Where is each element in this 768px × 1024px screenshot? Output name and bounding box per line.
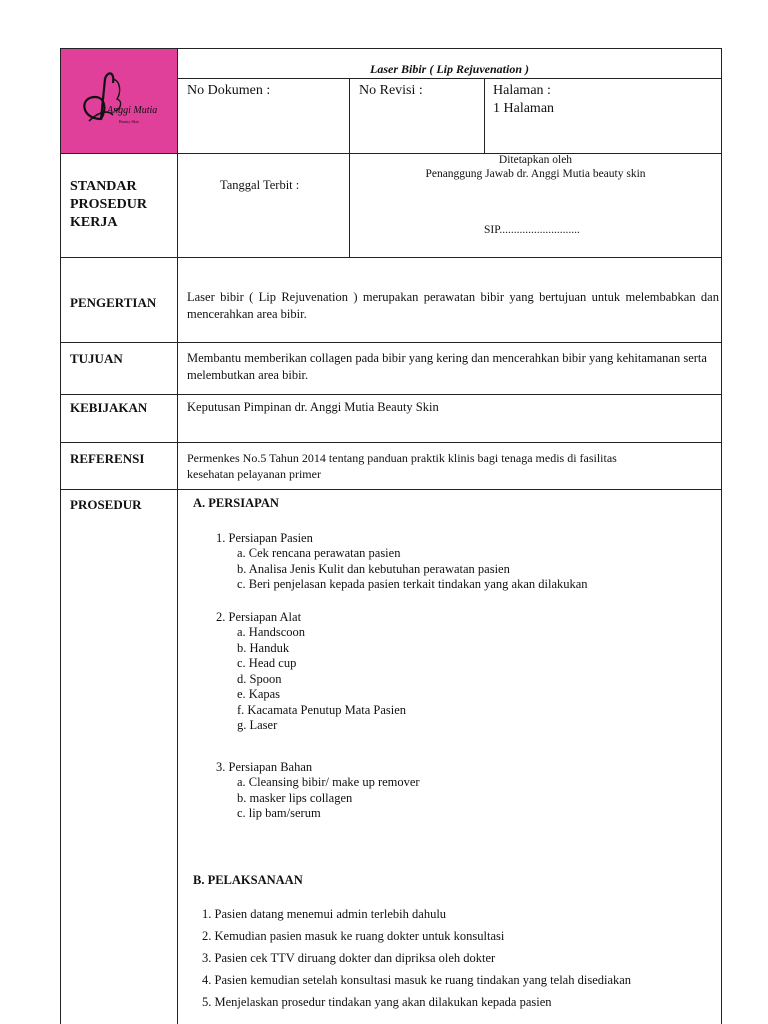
pengertian-text: Laser bibir ( Lip Rejuvenation ) merupakan perawatan bibir yang bertujuan untuk melembabkan dan mencerahkan area bibir.	[187, 290, 719, 321]
persiapan-heading: A. PERSIAPAN	[193, 496, 279, 510]
referensi-row-bottom-line	[60, 489, 722, 490]
table-border-left	[60, 48, 61, 1024]
table-column-divider	[177, 48, 178, 1024]
persiapan-bahan-title: 3. Persiapan Bahan	[216, 760, 313, 774]
list-item: 1. Pasien datang menemui admin terlebih dahulu	[202, 907, 447, 921]
table-border-right	[721, 48, 722, 1024]
kebijakan-label: KEBIJAKAN	[70, 400, 148, 415]
title-row-divider	[177, 78, 722, 79]
list-item: c. Head cup	[237, 656, 297, 670]
pengertian-label: PENGERTIAN	[70, 295, 157, 310]
list-item: 5. Menjelaskan prosedur tindakan yang akan dilakukan kepada pasien	[202, 995, 552, 1009]
list-item: 2. Kemudian pasien masuk ke ruang dokter untuk konsultasi	[202, 929, 505, 943]
tujuan-label: TUJUAN	[70, 351, 123, 366]
list-item: c. Beri penjelasan kepada pasien terkait tindakan yang akan dilakukan	[237, 577, 588, 591]
pengertian-row-bottom-line	[60, 342, 722, 343]
pelaksanaan-heading: B. PELAKSANAAN	[193, 873, 303, 887]
no-dokumen-label: No Dokumen :	[187, 83, 271, 98]
persiapan-bahan-list	[237, 775, 420, 822]
ditetapkan-oleh-text: Ditetapkan oleh	[498, 154, 573, 166]
referensi-line1: Permenkes No.5 Tahun 2014 tentang panduan praktik klinis bagi tenaga medis di fasilitas	[187, 451, 617, 465]
list-item: 4. Pasien kemudian setelah konsultasi masuk ke ruang tindakan yang telah disediakan	[202, 973, 632, 987]
sop-label-line2: PROSEDUR	[70, 197, 148, 212]
persiapan-pasien-title: 1. Persiapan Pasien	[216, 531, 313, 545]
referensi-line2: kesehatan pelayanan primer	[187, 467, 321, 481]
list-item: 3. Pasien cek TTV diruang dokter dan dipriksa oleh dokter	[202, 951, 496, 965]
sip-text: SIP............................	[484, 224, 580, 236]
list-item: d. Spoon	[237, 671, 282, 686]
halaman-label: Halaman :	[493, 83, 551, 98]
kebijakan-text: Keputusan Pimpinan dr. Anggi Mutia Beauty Skin	[187, 400, 439, 414]
tujuan-text: Membantu memberikan collagen pada bibir yang kering dan mencerahkan bibir yang kehitamanan serta melembutkan area bibir.	[187, 351, 707, 382]
penanggung-jawab-text: Penanggung Jawab dr. Anggi Mutia beauty skin	[425, 168, 646, 180]
sop-label-line3: KERJA	[70, 215, 118, 230]
revisi-halaman-divider	[484, 78, 485, 153]
halaman-value: 1 Halaman	[493, 101, 555, 116]
persiapan-alat-list	[237, 625, 406, 734]
list-item: a. Cleansing bibir/ make up remover	[237, 775, 420, 789]
logo-tagline-text: Beauty Skin	[119, 119, 139, 124]
list-item: a. Cek rencana perawatan pasien	[237, 546, 401, 560]
no-revisi-label: No Revisi :	[359, 83, 423, 98]
logo-brand-text: Anggi Mutia	[107, 105, 158, 116]
list-item: g. Laser	[237, 718, 278, 732]
list-item: b. masker lips collagen	[237, 790, 353, 805]
logo-mark-icon	[61, 49, 177, 153]
persiapan-pasien-list	[237, 546, 588, 593]
pelaksanaan-list	[202, 903, 631, 1013]
list-item: b. Analisa Jenis Kulit dan kebutuhan perawatan pasien	[237, 561, 510, 576]
list-item: f. Kacamata Penutup Mata Pasien	[237, 702, 407, 717]
list-item: b. Handuk	[237, 640, 290, 655]
document-title: Laser Bibir ( Lip Rejuvenation )	[370, 62, 529, 76]
tujuan-row-bottom-line	[60, 394, 722, 395]
list-item: e. Kapas	[237, 687, 281, 701]
sop-label-line1: STANDAR	[70, 179, 137, 194]
persiapan-alat-title: 2. Persiapan Alat	[216, 610, 302, 624]
sop-row-bottom-line	[60, 257, 722, 258]
prosedur-label: PROSEDUR	[70, 497, 142, 512]
clinic-logo	[61, 49, 177, 153]
tanggal-terbit-label: Tanggal Terbit :	[220, 178, 300, 192]
list-item: a. Handscoon	[237, 625, 306, 639]
referensi-label: REFERENSI	[70, 451, 145, 466]
list-item: c. lip bam/serum	[237, 806, 321, 820]
doc-revisi-divider	[349, 78, 350, 153]
kebijakan-row-bottom-line	[60, 442, 722, 443]
